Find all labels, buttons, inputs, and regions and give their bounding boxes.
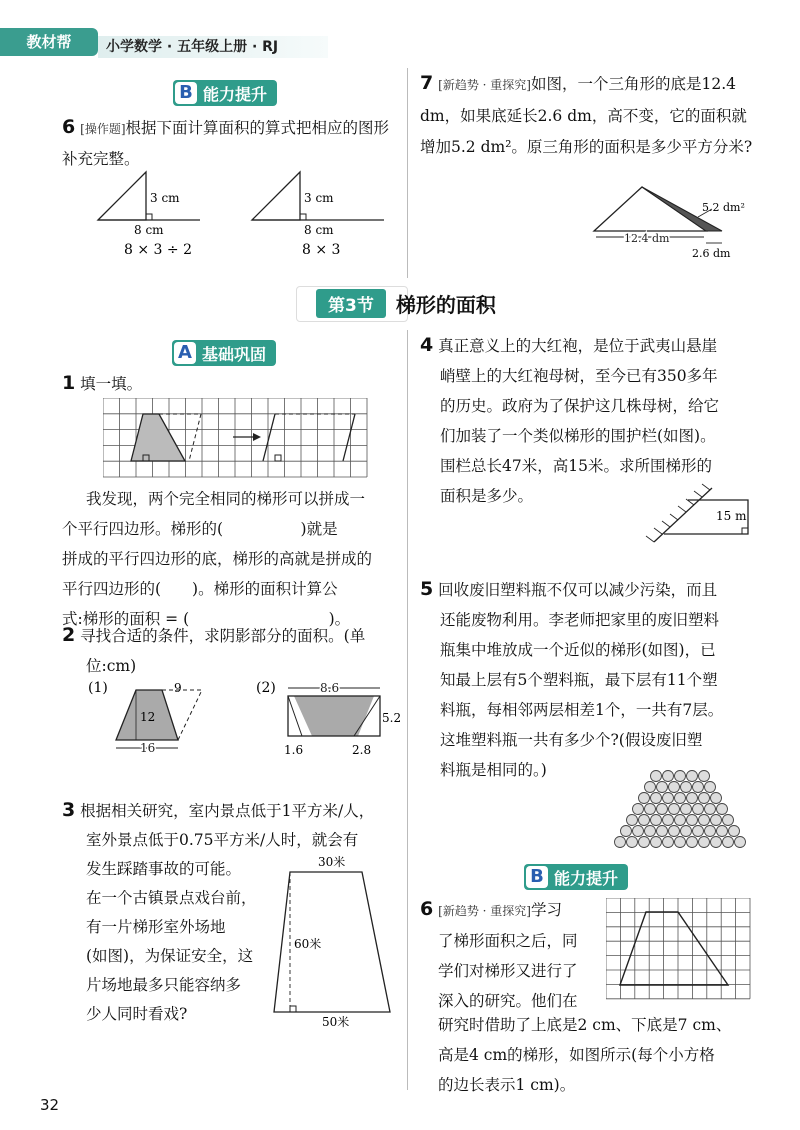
q6b-line: 学习 [530,901,562,919]
question-1-body [62,484,408,634]
height-label-2: 5.2 [382,711,402,725]
question-number: 7 [420,72,434,94]
q5-line: 知最上层有5个塑料瓶，最下层有11个塑 [440,671,718,689]
question-tag: [新趋势 · 重探究] [438,78,531,92]
bottle [669,782,680,793]
cliff-hatch [646,484,710,542]
bottle [687,815,698,826]
q1-line: 拼成的平行四边形的底，梯形的高就是拼成的 [62,550,373,568]
q5-line: 这堆塑料瓶一共有多少个?(假设废旧塑 [440,731,703,749]
badge-letter: A [174,342,196,364]
trapezoid-dashed-side [189,414,201,461]
question-number: 1 [62,372,76,394]
question-number: 2 [62,624,76,646]
fig2-label: (2) [256,680,276,696]
q5-bottle-pile [610,768,750,858]
brand-tab: 教材帮 [0,28,98,56]
badge-letter: B [526,866,548,888]
bottle [621,826,632,837]
bottle [615,837,626,848]
ability-badge-bottom [524,864,628,890]
bottle [699,815,710,826]
bottle [717,826,728,837]
question-number: 6 [420,898,434,920]
q1-line: 式:梯形的面积 = ( )。 [62,610,351,628]
section-title: 梯形的面积 [395,292,496,317]
bottle [717,804,728,815]
bottle [657,826,668,837]
question-number: 4 [420,334,434,356]
question-tag: [新趋势 · 重探究] [438,904,531,918]
question-6-bottom-body [438,1010,778,1100]
shaded-region-2 [294,696,374,736]
bottle [681,804,692,815]
bottle [711,793,722,804]
q4-line: 围栏总长47米，高15米。求所围梯形的 [440,457,712,475]
bottom-label-1: 16 [140,741,156,755]
bottle [705,826,716,837]
height-label: 60米 [294,937,322,951]
base-label-2: 8 cm [304,223,334,237]
height-label-1: 3 cm [150,191,180,205]
bottle [699,837,710,848]
bottle [675,837,686,848]
badge-label: 能力提升 [554,868,619,888]
q6-triangle-figures [90,168,410,263]
basic-badge [172,340,276,366]
q5-line: 料瓶，每相邻两层相差1个，一共有7层。 [440,701,724,719]
q4-line: 峭壁上的大红袍母树，至今已有350多年 [440,367,718,385]
right-angle-1 [146,214,152,220]
bottle [699,771,710,782]
section-number: 第3节 [316,289,386,318]
question-number: 3 [62,799,76,821]
bottle [633,826,644,837]
bottle [705,804,716,815]
bottle [639,793,650,804]
bottle [639,815,650,826]
q1-line: 个平行四边形。梯形的( )就是 [62,520,338,538]
top-label-1: 9 [174,681,182,695]
bottle [669,804,680,815]
bottle [657,782,668,793]
dashed-side-1 [178,690,202,740]
question-5 [420,574,770,785]
area-label: 5.2 dm² [702,201,745,214]
triangle-1 [98,172,146,220]
right-angle [742,528,748,534]
bottle [675,815,686,826]
bottom-label: 50米 [322,1015,350,1029]
q6-grid-figure [606,898,752,1004]
q3-line: 发生踩踏事故的可能。 [86,860,242,878]
bottle [645,782,656,793]
badge-label: 基础巩固 [202,344,267,364]
q2-line: 寻找合适的条件，求阴影部分的面积。(单 [80,627,366,645]
bottle [651,815,662,826]
height-label-1: 12 [140,710,156,724]
formula-2: 8 × 3 [302,242,341,258]
para-side-left [263,414,275,461]
q1-line: 我发现，两个完全相同的梯形可以拼成一 [86,490,366,508]
question-tag: [操作题] [80,122,126,136]
bottle [633,804,644,815]
q3-line: 室外景点低于0.75平方米/人时，就会有 [86,831,359,849]
q3-line: 少人同时看戏? [86,1005,188,1023]
q1-line: 平行四边形的( )。梯形的面积计算公 [62,580,338,598]
question-6-top [62,112,398,174]
para-side-right [343,414,355,461]
bottle [663,793,674,804]
right-angle-2 [275,455,281,461]
ext-label: 2.6 dm [692,247,731,260]
q6b-line: 的边长表示1 cm)。 [438,1076,576,1094]
question-intro: 填一填。 [80,375,143,393]
ability-badge-top [173,80,277,106]
right-label-2: 2.8 [352,743,372,757]
badge-label: 能力提升 [203,84,268,104]
q3-line: 片场地最多只能容纳多 [86,976,242,994]
q6b-line: 高是4 cm的梯形，如图所示(每个小方格 [438,1046,715,1064]
question-7 [420,68,760,163]
trapezoid [620,912,728,985]
bottle [699,793,710,804]
bottle [645,804,656,815]
top-label: 30米 [318,855,346,869]
bottle [681,782,692,793]
badge-letter: B [175,82,197,104]
left-label-2: 1.6 [284,743,304,757]
q3-line: 在一个古镇景点戏台前， [86,889,257,907]
q7-triangle-figure [588,185,768,265]
q4-line: 们加装了一个类似梯形的围护栏(如图)。 [440,427,716,445]
bottle [663,815,674,826]
q6b-line: 了梯形面积之后，同 [438,932,578,950]
bottle [639,837,650,848]
height-label-2: 3 cm [304,191,334,205]
section-header [316,288,496,318]
bottle [651,793,662,804]
question-1 [62,368,142,399]
q6b-line: 研究时借助了上底是2 cm、下底是7 cm、 [438,1016,732,1034]
q5-line: 瓶集中堆放成一个近似的梯形(如图)，已 [440,641,716,659]
q3-line: 根据相关研究，室内景点低于1平方米/人， [80,802,375,820]
bottle [651,771,662,782]
bottle [687,771,698,782]
q4-line: 的历史。政府为了保护这几株母树，给它 [440,397,720,415]
bottle [675,793,686,804]
right-angle [290,1006,296,1012]
q6b-line: 学们对梯形又进行了 [438,962,578,980]
bottle [627,815,638,826]
q3-line: (如图)，为保证安全，这 [86,947,254,965]
top-label-2: 8.6 [320,681,340,695]
q5-line: 回收废旧塑料瓶不仅可以减少污染，而且 [438,581,718,599]
question-text: 根据下面计算面积的算式把相应的图形补充完整。 [62,119,390,168]
right-angle-2 [300,214,306,220]
q2-line: 位:cm) [86,657,137,675]
q5-line: 还能废物利用。李老师把家里的废旧塑料 [440,611,720,629]
bottle [657,804,668,815]
q5-line: 料瓶是相同的。) [440,761,547,779]
q3-line: 有一片梯形室外场地 [86,918,226,936]
bottle [693,804,704,815]
question-2 [62,620,402,681]
question-text: 如图，一个三角形的底是12.4 dm，如果底延长2.6 dm，高不变，它的面积就增加5.2 dm²。原三角形的面积是多少平方分米? [420,75,753,156]
trapezoid-shaded [131,414,185,461]
book-title: 小学数学 · 五年级上册 · RJ [98,36,328,58]
bottle [675,771,686,782]
bottle [627,837,638,848]
q6b-line: 深入的研究。他们在 [438,992,578,1010]
formula-1: 8 × 3 ÷ 2 [124,242,192,258]
bottle [723,837,734,848]
question-number: 5 [420,578,434,600]
arrow-head [253,433,261,441]
question-number: 6 [62,116,76,138]
bottle [735,837,746,848]
bottle [705,782,716,793]
page-number: 32 [40,1096,60,1114]
bottle [693,782,704,793]
q2-figures [88,676,408,761]
q4-line: 面积是多少。 [440,487,534,505]
triangle-2 [252,172,300,220]
fig1-label: (1) [88,680,108,696]
bottle [681,826,692,837]
bottle [663,837,674,848]
bottle [687,837,698,848]
bottle [693,826,704,837]
q3-trapezoid-figure [266,852,406,1032]
bottle [723,815,734,826]
bottle [669,826,680,837]
question-6-bottom [420,894,610,1016]
q4-fence-figure [640,482,760,552]
q4-line: 真正意义上的大红袍，是位于武夷山悬崖 [438,337,718,355]
original-triangle [594,187,706,231]
bottle [663,771,674,782]
bottle [645,826,656,837]
bottle [687,793,698,804]
bottle [711,837,722,848]
field-trapezoid [274,872,390,1012]
base-label-1: 8 cm [134,223,164,237]
bottle [729,826,740,837]
bottle [651,837,662,848]
bottle [711,815,722,826]
q1-grid-figure [103,398,368,478]
height-label: 15 m [716,509,747,523]
base-label: 12.4 dm [624,232,670,245]
